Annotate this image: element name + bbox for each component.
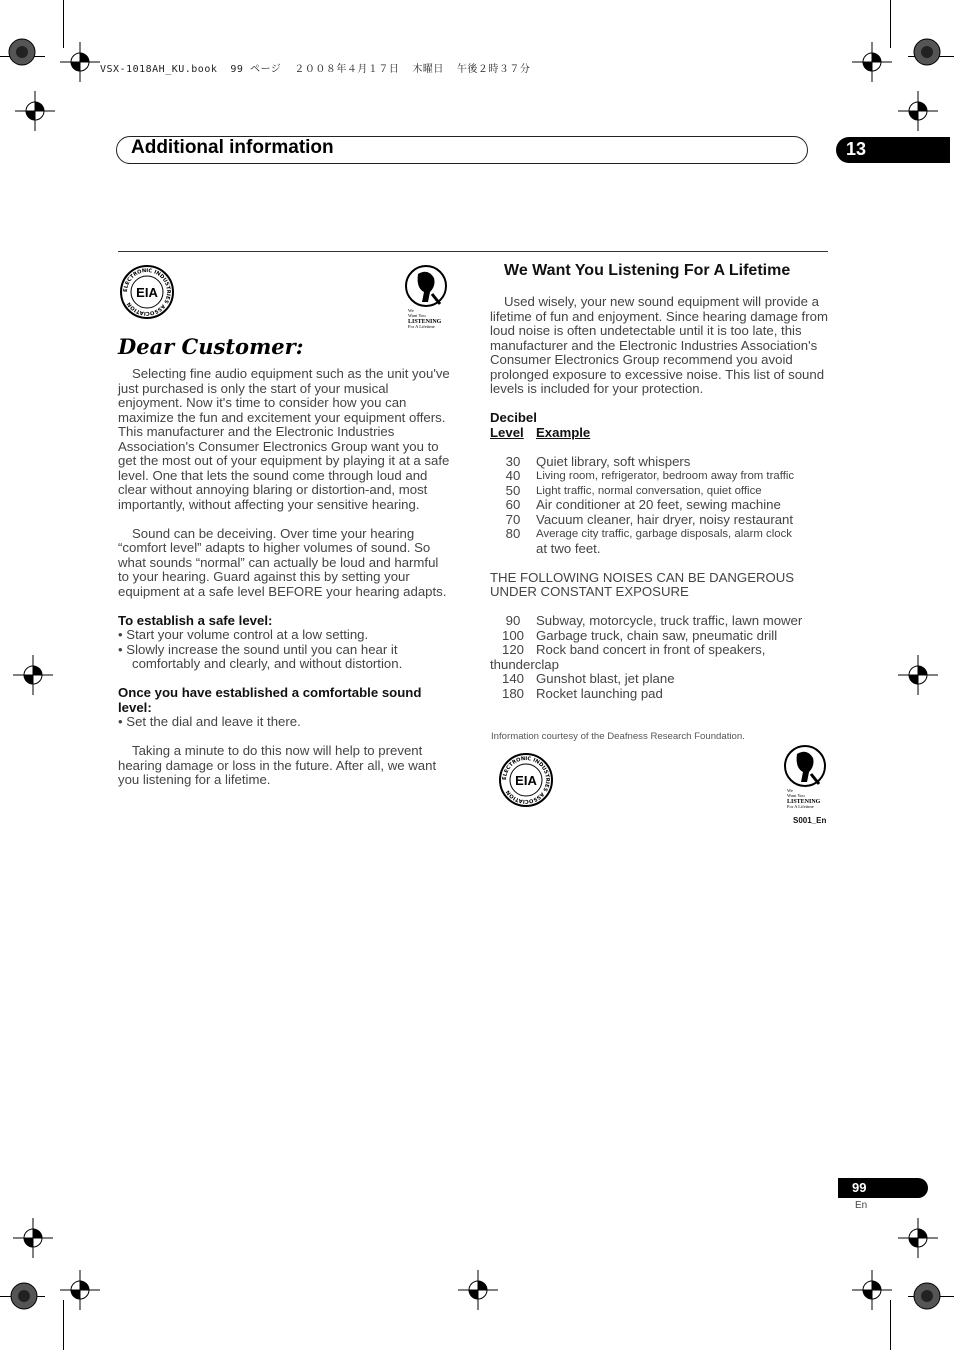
example-cell: Average city traffic, garbage disposals, alarm clock <box>536 528 792 540</box>
eia-logo-top <box>119 264 175 320</box>
table-row <box>490 629 828 644</box>
svg-text:LISTENING: LISTENING <box>408 319 442 325</box>
table-header <box>490 426 828 441</box>
level-cell: 70 <box>505 511 521 527</box>
paragraph-lifetime: Used wisely, your new sound equipment will provide a lifetime of fun and enjoyment. Since hearing damage from loud noise is often undetectable until it is too late, this manufacturer and the Electronic Industries Association's Consumer Electronics Group recommend you avoid prolonged exposure to excessive noise. This list of sound levels is included for your protection. <box>490 294 828 396</box>
example-cell: Rock band concert in front of speakers, <box>536 642 766 657</box>
example-cell: Living room, refrigerator, bedroom away from traffic <box>536 470 795 482</box>
table-row <box>490 658 828 673</box>
level-cell: 40 <box>505 468 521 483</box>
column-header-level: Level <box>490 424 524 440</box>
table-row <box>490 527 828 542</box>
table-row <box>490 672 828 687</box>
example-cell: Garbage truck, chain saw, pneumatic drill <box>536 627 778 643</box>
listening-logo-bottom <box>781 744 829 810</box>
table-row <box>490 542 828 557</box>
chapter-number: 13 <box>846 139 867 159</box>
level-cell: 90 <box>505 613 521 628</box>
table-row <box>490 513 828 528</box>
svg-text:EIA: EIA <box>515 773 537 788</box>
table-row <box>490 687 828 702</box>
svg-text:ELECTRONIC INDUSTRIES ASSOCIAT: ELECTRONIC INDUSTRIES ASSOCIATION <box>122 267 172 317</box>
document-code: S001_En <box>793 816 827 825</box>
page-number: 99 <box>852 1180 867 1195</box>
example-cell: Gunshot blast, jet plane <box>536 671 675 686</box>
divider-rule <box>118 251 828 252</box>
left-column <box>118 367 452 788</box>
level-cell: 140 <box>501 671 524 686</box>
level-cell: 30 <box>505 453 521 469</box>
bullet-item: • Set the dial and leave it there. <box>118 714 301 729</box>
level-cell: 180 <box>501 685 524 701</box>
example-cell: Vacuum cleaner, hair dryer, noisy restaurant <box>536 511 794 527</box>
listening-logo-top <box>402 264 450 330</box>
table-row <box>490 643 828 658</box>
table-row <box>490 614 828 629</box>
right-column <box>490 295 828 701</box>
salutation: Dear Customer: <box>118 334 304 359</box>
table-row <box>490 484 828 499</box>
svg-text:For A Lifetime: For A Lifetime <box>787 804 814 809</box>
paragraph-closing: Taking a minute to do this now will help to prevent hearing damage or loss in the future. After all, we want you listening for a lifetime. <box>118 743 437 787</box>
svg-text:For A Lifetime: For A Lifetime <box>408 324 435 329</box>
example-cell: thunderclap <box>490 656 559 672</box>
table-row <box>490 498 828 513</box>
example-cell: Air conditioner at 20 feet, sewing machine <box>536 497 781 512</box>
example-cell: Quiet library, soft whispers <box>536 453 691 469</box>
svg-text:We: We <box>787 788 793 793</box>
language-code: En <box>855 1200 868 1211</box>
svg-text:We: We <box>408 308 414 313</box>
level-cell: 60 <box>505 497 521 512</box>
level-cell: 50 <box>505 482 521 498</box>
eia-logo-bottom <box>498 752 554 808</box>
decibel-table-safe <box>490 455 828 557</box>
credit-line: Information courtesy of the Deafness Research Foundation. <box>491 731 745 742</box>
svg-text:ELECTRONIC INDUSTRIES ASSOCIAT: ELECTRONIC INDUSTRIES ASSOCIATION <box>501 755 551 805</box>
level-cell: 120 <box>501 642 524 657</box>
decibel-table-dangerous <box>490 614 828 701</box>
right-heading: We Want You Listening For A Lifetime <box>504 262 791 279</box>
svg-text:EIA: EIA <box>136 285 158 300</box>
paragraph-deceiving: Sound can be deceiving. Over time your hearing “comfort level” adapts to higher volumes of sound. So what sounds “normal” can actually be loud and harmful to your hearing. Guard against this by setting your equipment at a safe level BEFORE your hearing adapts. <box>118 525 447 599</box>
subheading-safe-level: To establish a safe level: <box>118 612 273 628</box>
bullet-item: • Slowly increase the sound until you can hear it comfortably and clearly, and without distortion. <box>118 641 403 671</box>
subheading-comfortable: Once you have established a comfortable sound level: <box>118 685 422 715</box>
warning-text: THE FOLLOWING NOISES CAN BE DANGEROUS UNDER CONSTANT EXPOSURE <box>490 569 795 599</box>
level-cell: 100 <box>501 627 524 643</box>
table-row <box>490 469 828 484</box>
section-title: Additional information <box>131 137 334 158</box>
paragraph-intro: Selecting fine audio equipment such as the unit you've just purchased is only the start of your musical enjoyment. Now it's time to consider how you can maximize the fun and excitement your equipment offers. This manufacturer and the Electronic Industries Association's Consumer Electronics Group want you to get the most out of your equipment by playing it at a safe level. One that lets the sound come through loud and clear without annoying blaring or distortion-and, most importantly, without affecting your sensitive hearing. <box>118 366 450 512</box>
svg-text:Want You: Want You <box>408 313 426 318</box>
svg-text:LISTENING: LISTENING <box>787 799 821 805</box>
column-header-example: Example <box>536 424 591 440</box>
example-cell: at two feet. <box>536 540 601 556</box>
example-cell: Light traffic, normal conversation, quiet office <box>536 484 762 497</box>
example-cell: Subway, motorcycle, truck traffic, lawn mower <box>536 613 803 628</box>
table-title: Decibel <box>490 410 537 425</box>
example-cell: Rocket launching pad <box>536 685 663 701</box>
level-cell: 80 <box>505 526 521 541</box>
level-cell <box>490 542 536 557</box>
bullet-item: • Start your volume control at a low setting. <box>118 627 369 642</box>
print-info-line: VSX-1018AH_KU.book 99 ページ ２００８年４月１７日 木曜日 午後２時３７分 <box>100 64 531 75</box>
table-row <box>490 455 828 470</box>
svg-text:Want You: Want You <box>787 793 805 798</box>
